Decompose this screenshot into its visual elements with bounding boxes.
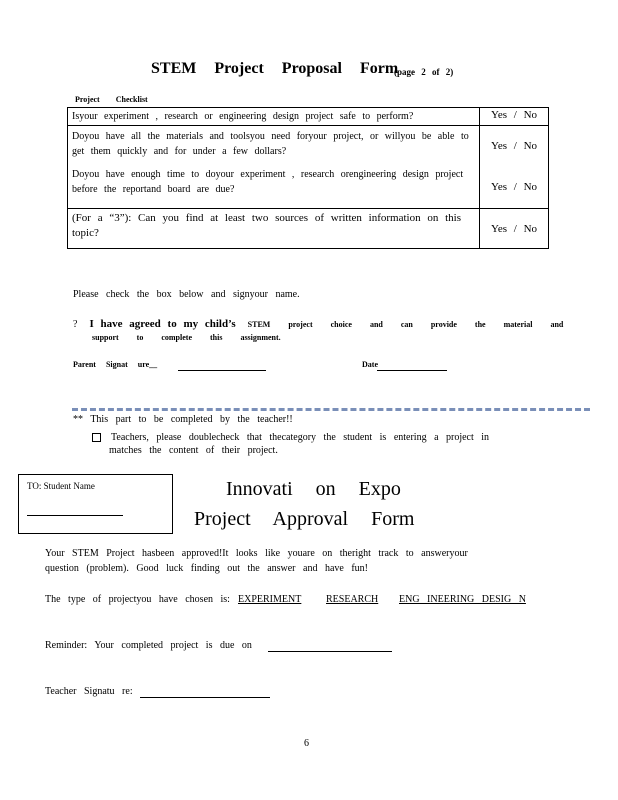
yes-no-answer[interactable]: Yes / No <box>480 108 549 126</box>
teacher-note-item <box>92 432 489 443</box>
yes-no-answer[interactable]: Yes / No <box>491 140 538 152</box>
type-option-research[interactable]: RESEARCH <box>326 594 379 605</box>
checklist-row <box>68 209 549 249</box>
checklist-question <box>68 108 480 126</box>
approval-form-title: Project Approval Form <box>194 508 415 530</box>
consent-checkbox[interactable]: ? <box>73 319 78 330</box>
teacher-signature-label: Teacher Signatu re: <box>45 686 133 697</box>
approval-message-2: question (problem). Good luck finding out the answer and have fun! <box>45 563 368 574</box>
parent-signature-line[interactable] <box>178 370 266 371</box>
type-option-engineering-design[interactable]: ENG INEERING DESIG N <box>399 594 526 605</box>
question-text: Doyou have enough time to doyour experiment , research orengineering design project before the reportand board are due? <box>72 169 464 195</box>
date-label: Date <box>362 360 378 369</box>
approval-message-1: Your STEM Project hasbeen approved!It looks like youare on theright track to answeryour <box>45 548 468 559</box>
consent-bold-text: I have agreed to my child’s <box>89 318 236 330</box>
consent-statement <box>73 314 563 332</box>
teacher-note-text: Teachers, please doublecheck that thecategory the student is entering a project in <box>111 432 490 443</box>
checklist-row <box>68 126 549 209</box>
checklist-table <box>67 107 549 249</box>
question-text: Doyou have all the materials and toolsyou need foryour project, or willyou be able to get them quickly and for under a few dollars? <box>72 131 469 157</box>
student-name-box <box>18 474 173 534</box>
checklist-question <box>68 126 480 209</box>
teacher-note-item-cont: matches the content of their project. <box>109 445 278 456</box>
type-option-experiment[interactable]: EXPERIMENT <box>238 594 302 605</box>
form-title: STEM Project Proposal Form <box>151 60 399 77</box>
yes-no-answer[interactable]: Yes / No <box>480 209 549 249</box>
consent-instruction: Please check the box below and signyour name. <box>73 289 300 300</box>
consent-small-text: STEM project choice and can provide the material and <box>247 320 564 329</box>
question-text: Isyour experiment , research or engineering design project safe to perform? <box>72 111 414 122</box>
cut-line <box>72 408 590 411</box>
student-name-label: TO: Student Name <box>27 481 95 491</box>
yes-no-answer[interactable]: Yes / No <box>491 181 538 193</box>
project-type-label: The type of projectyou have chosen is: <box>45 594 230 605</box>
student-name-line[interactable] <box>27 515 123 516</box>
date-line[interactable] <box>377 370 447 371</box>
parent-signature-label: Parent Signat ure__ <box>73 360 158 369</box>
expo-title: Innovati on Expo <box>226 478 401 500</box>
checklist-question <box>68 209 480 249</box>
question-text: (For a “3”): Can you find at least two sources of written information on this topic? <box>72 212 461 239</box>
checklist-row <box>68 108 549 126</box>
due-date-line[interactable] <box>268 651 392 652</box>
checklist-label: Project Checklist <box>75 95 148 104</box>
teacher-signature-line[interactable] <box>140 697 270 698</box>
reminder-label: Reminder: Your completed project is due on <box>45 640 252 651</box>
checkbox-icon[interactable] <box>92 433 101 442</box>
yes-no-group <box>480 126 549 209</box>
page-number: 6 <box>304 738 309 749</box>
page-indicator: (page 2 of 2) <box>394 67 454 77</box>
consent-small-text-2: support to complete this assignment. <box>92 333 281 342</box>
teacher-note-heading: ** This part to be completed by the teacher!! <box>73 414 293 425</box>
